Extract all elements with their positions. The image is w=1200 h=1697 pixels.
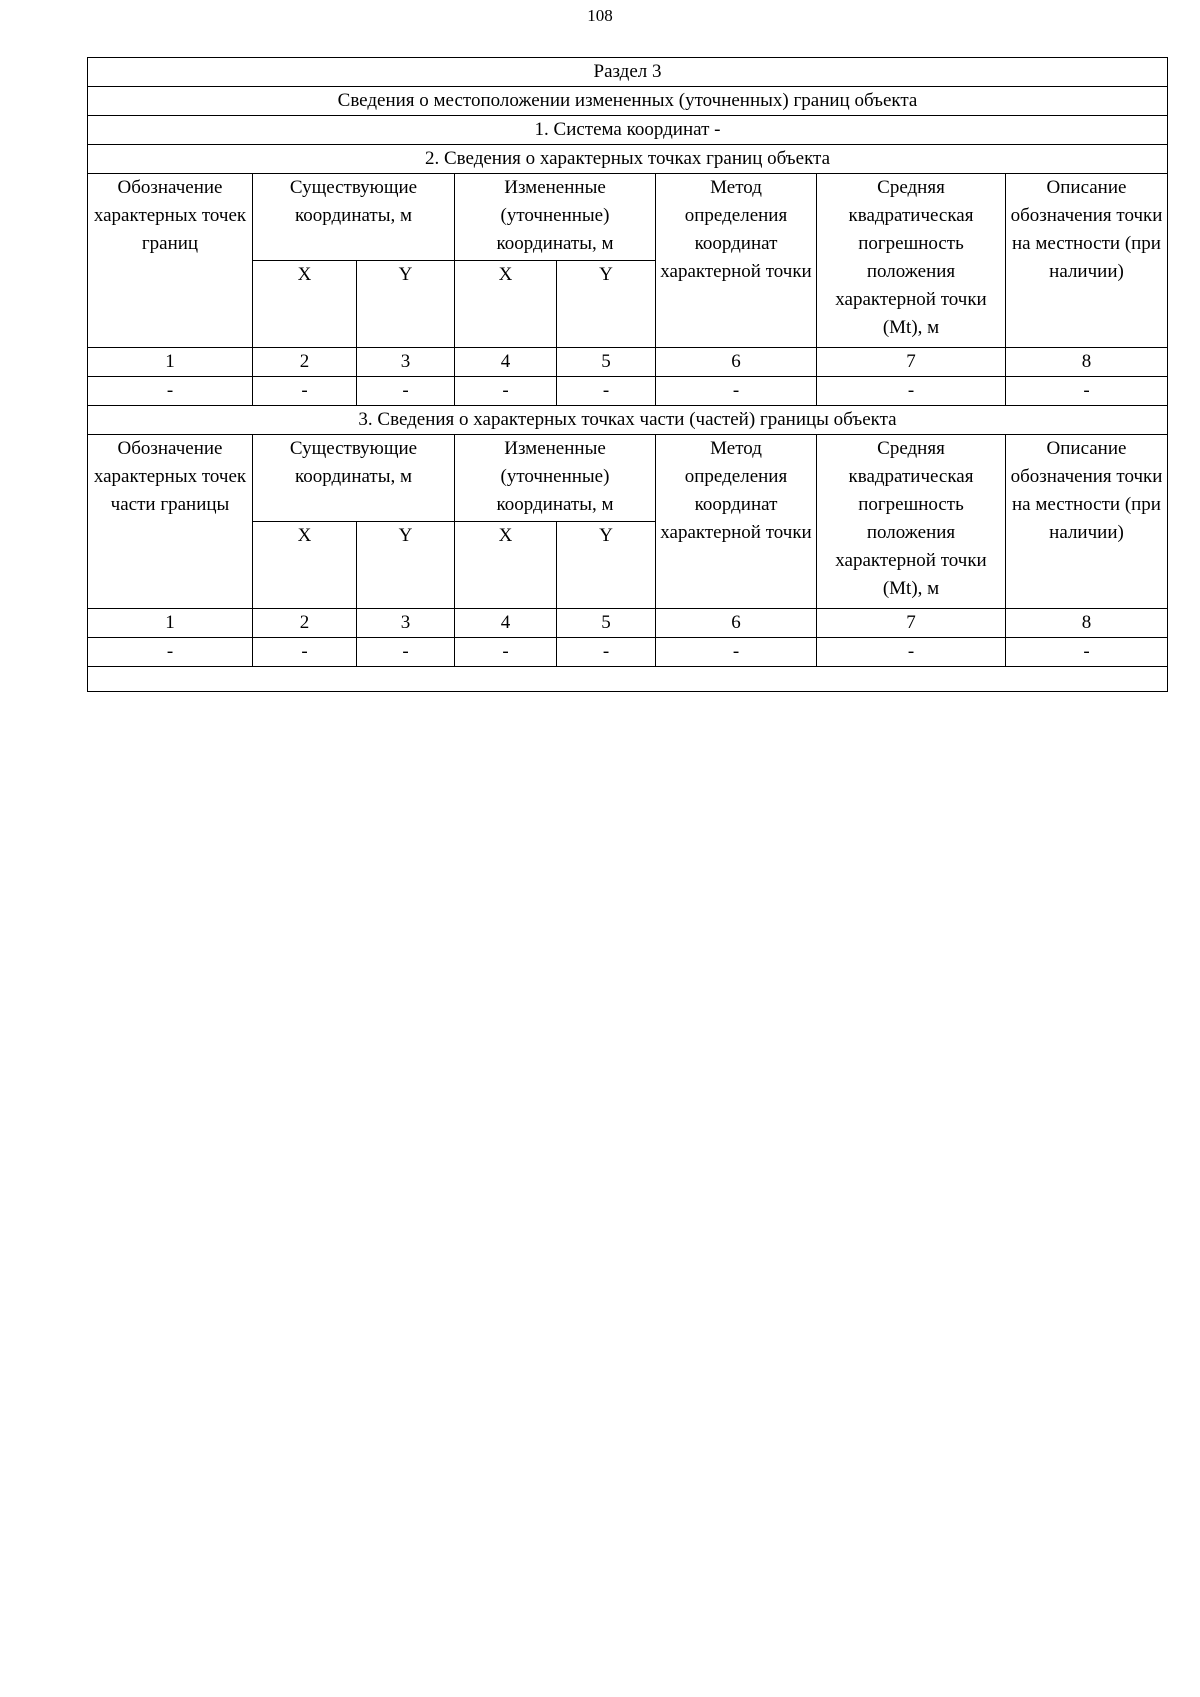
table2-header-method: Метод определения координат характерной точки: [656, 435, 817, 609]
table-cell: -: [817, 638, 1006, 667]
table-cell: 1: [88, 609, 253, 638]
table-cell: 5: [557, 609, 656, 638]
table-cell: 3: [357, 609, 455, 638]
table-cell: 3: [357, 348, 455, 377]
table1-header-changed: Измененные (уточненные) координаты, м: [455, 174, 656, 261]
table-cell: -: [656, 377, 817, 406]
table-cell: 8: [1006, 609, 1168, 638]
table2-header-designation: Обозначение характерных точек части границы: [88, 435, 253, 609]
table1-column-numbers: [88, 348, 1168, 377]
table-cell: -: [253, 377, 357, 406]
coordinate-system: 1. Система координат -: [88, 116, 1168, 145]
table-cell: 4: [455, 348, 557, 377]
table-cell: 6: [656, 348, 817, 377]
table1-header-y-changed: Y: [557, 261, 656, 348]
table1-header-y-existing: Y: [357, 261, 455, 348]
table-cell: 7: [817, 609, 1006, 638]
table1-header-designation: Обозначение характерных точек границ: [88, 174, 253, 348]
table-cell: -: [253, 638, 357, 667]
page-number: 108: [587, 6, 613, 25]
table-cell: -: [88, 638, 253, 667]
table2-column-numbers: [88, 609, 1168, 638]
table1-header-description: Описание обозначения точки на местности (при наличии): [1006, 174, 1168, 348]
table-cell: -: [455, 377, 557, 406]
table-cell: 7: [817, 348, 1006, 377]
table1-header-x-existing: X: [253, 261, 357, 348]
table2-header-y-changed: Y: [557, 522, 656, 609]
table-cell: 2: [253, 609, 357, 638]
section-title: Раздел 3: [88, 58, 1168, 87]
table-cell: 8: [1006, 348, 1168, 377]
table1-header-existing: Существующие координаты, м: [253, 174, 455, 261]
table1-header-method: Метод определения координат характерной точки: [656, 174, 817, 348]
table2-header-existing: Существующие координаты, м: [253, 435, 455, 522]
table2-header-error: Средняя квадратическая погрешность положения характерной точки (Mt), м: [817, 435, 1006, 609]
table-cell: -: [557, 377, 656, 406]
table-cell: 6: [656, 609, 817, 638]
table-cell: -: [357, 377, 455, 406]
table2-header-x-changed: X: [455, 522, 557, 609]
table-cell: 2: [253, 348, 357, 377]
table2-header-changed: Измененные (уточненные) координаты, м: [455, 435, 656, 522]
table2-header-x-existing: X: [253, 522, 357, 609]
empty-cell: [88, 667, 1168, 692]
table2-header-description: Описание обозначения точки на местности (при наличии): [1006, 435, 1168, 609]
table-cell: 1: [88, 348, 253, 377]
section-3-table: [87, 57, 1168, 692]
table-cell: 5: [557, 348, 656, 377]
table-cell: -: [455, 638, 557, 667]
empty-row: [88, 667, 1168, 692]
table-row: [88, 377, 1168, 406]
section-subtitle: Сведения о местоположении измененных (уточненных) границ объекта: [88, 87, 1168, 116]
table-cell: -: [357, 638, 455, 667]
table-cell: -: [1006, 638, 1168, 667]
table-row: [88, 638, 1168, 667]
table-cell: -: [817, 377, 1006, 406]
table-cell: -: [88, 377, 253, 406]
table-cell: -: [1006, 377, 1168, 406]
table-cell: 4: [455, 609, 557, 638]
table2-caption: 3. Сведения о характерных точках части (частей) границы объекта: [88, 406, 1168, 435]
table-cell: -: [557, 638, 656, 667]
table-cell: -: [656, 638, 817, 667]
table2-header-y-existing: Y: [357, 522, 455, 609]
table1-caption: 2. Сведения о характерных точках границ объекта: [88, 145, 1168, 174]
table1-header-x-changed: X: [455, 261, 557, 348]
table1-header-error: Средняя квадратическая погрешность положения характерной точки (Mt), м: [817, 174, 1006, 348]
